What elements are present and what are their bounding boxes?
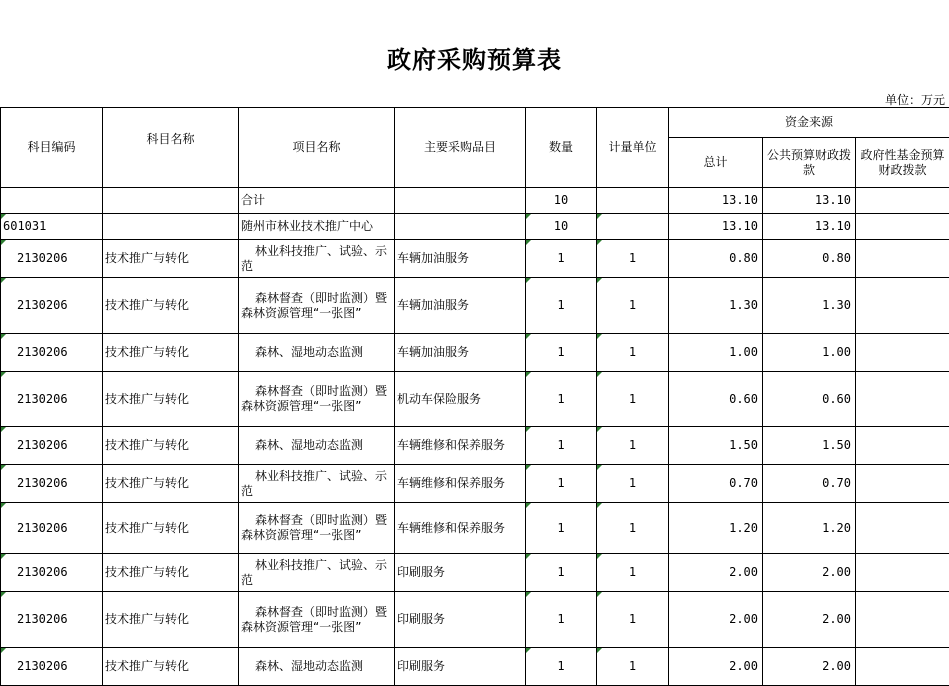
row-main-item: 车辆加油服务 xyxy=(395,278,526,334)
row-quantity: 1 xyxy=(526,592,597,648)
table-row xyxy=(1,334,949,372)
row-subject-name: 技术推广与转化 xyxy=(103,278,239,334)
row-project-name xyxy=(239,278,395,334)
row-unit: 1 xyxy=(597,334,669,372)
row-public-budget: 1.30 xyxy=(763,278,856,334)
row-gov-fund xyxy=(856,240,949,278)
row-subject-code: 2130206 xyxy=(1,648,103,686)
project-name-text: 林业科技推广、试验、示范 xyxy=(241,558,392,588)
row-unit: 1 xyxy=(597,372,669,427)
row-subject-name: 技术推广与转化 xyxy=(103,554,239,592)
row-main-item: 机动车保险服务 xyxy=(395,372,526,427)
row-main-item: 车辆维修和保养服务 xyxy=(395,427,526,465)
row-quantity: 1 xyxy=(526,240,597,278)
row-subject-code: 2130206 xyxy=(1,427,103,465)
row-quantity: 1 xyxy=(526,427,597,465)
org-total: 13.10 xyxy=(669,214,763,240)
table-row xyxy=(1,592,949,648)
row-public-budget: 0.80 xyxy=(763,240,856,278)
row-gov-fund xyxy=(856,427,949,465)
summary-total: 13.10 xyxy=(669,188,763,214)
row-unit: 1 xyxy=(597,240,669,278)
table-row xyxy=(1,648,949,686)
table-row xyxy=(1,240,949,278)
row-total: 2.00 xyxy=(669,648,763,686)
row-quantity: 1 xyxy=(526,278,597,334)
row-project-name xyxy=(239,554,395,592)
row-total: 1.30 xyxy=(669,278,763,334)
row-gov-fund xyxy=(856,334,949,372)
summary-row xyxy=(1,188,949,214)
row-gov-fund xyxy=(856,372,949,427)
project-name-text: 林业科技推广、试验、示范 xyxy=(241,244,392,274)
summary-public-budget: 13.10 xyxy=(763,188,856,214)
row-gov-fund xyxy=(856,465,949,503)
row-public-budget: 2.00 xyxy=(763,554,856,592)
row-project-name xyxy=(239,372,395,427)
header-gov-fund: 政府性基金预算财政拨款 xyxy=(856,138,949,188)
row-gov-fund xyxy=(856,278,949,334)
row-quantity: 1 xyxy=(526,465,597,503)
row-main-item: 车辆维修和保养服务 xyxy=(395,465,526,503)
row-subject-code: 2130206 xyxy=(1,465,103,503)
row-gov-fund xyxy=(856,592,949,648)
summary-item-cell xyxy=(395,188,526,214)
row-subject-name: 技术推广与转化 xyxy=(103,592,239,648)
row-quantity: 1 xyxy=(526,554,597,592)
row-subject-name: 技术推广与转化 xyxy=(103,372,239,427)
unit-label: 单位：万元 xyxy=(885,91,945,108)
row-project-name xyxy=(239,427,395,465)
row-quantity: 1 xyxy=(526,648,597,686)
project-name-text: 森林、湿地动态监测 xyxy=(241,345,392,360)
row-subject-code: 2130206 xyxy=(1,372,103,427)
row-project-name xyxy=(239,240,395,278)
org-unit-cell xyxy=(597,214,669,240)
row-public-budget: 1.50 xyxy=(763,427,856,465)
table-row xyxy=(1,372,949,427)
budget-table xyxy=(0,107,949,686)
row-main-item: 车辆加油服务 xyxy=(395,240,526,278)
header-subject-code: 科目编码 xyxy=(1,108,103,188)
header-quantity: 数量 xyxy=(526,108,597,188)
row-unit: 1 xyxy=(597,592,669,648)
row-unit: 1 xyxy=(597,278,669,334)
project-name-text: 森林督查（即时监测）暨森林资源管理“一张图” xyxy=(241,384,392,414)
project-name-text: 森林督查（即时监测）暨森林资源管理“一张图” xyxy=(241,513,392,543)
summary-label: 合计 xyxy=(239,188,395,214)
org-code: 601031 xyxy=(1,214,103,240)
page-title: 政府采购预算表 xyxy=(0,40,949,75)
row-unit: 1 xyxy=(597,554,669,592)
row-total: 0.60 xyxy=(669,372,763,427)
row-quantity: 1 xyxy=(526,372,597,427)
org-item-cell xyxy=(395,214,526,240)
row-public-budget: 1.00 xyxy=(763,334,856,372)
header-main-items: 主要采购品目 xyxy=(395,108,526,188)
row-main-item: 印刷服务 xyxy=(395,554,526,592)
table-row xyxy=(1,503,949,554)
org-gov-fund xyxy=(856,214,949,240)
row-subject-name: 技术推广与转化 xyxy=(103,427,239,465)
row-project-name xyxy=(239,465,395,503)
header-public-budget: 公共预算财政拨款 xyxy=(763,138,856,188)
row-subject-code: 2130206 xyxy=(1,240,103,278)
row-subject-name: 技术推广与转化 xyxy=(103,503,239,554)
row-subject-code: 2130206 xyxy=(1,554,103,592)
project-name-text: 森林督查（即时监测）暨森林资源管理“一张图” xyxy=(241,605,392,635)
row-quantity: 1 xyxy=(526,503,597,554)
row-main-item: 印刷服务 xyxy=(395,648,526,686)
row-total: 2.00 xyxy=(669,554,763,592)
project-name-text: 森林、湿地动态监测 xyxy=(241,659,392,674)
row-subject-name: 技术推广与转化 xyxy=(103,648,239,686)
row-main-item: 车辆维修和保养服务 xyxy=(395,503,526,554)
row-total: 1.50 xyxy=(669,427,763,465)
header-total: 总计 xyxy=(669,138,763,188)
row-public-budget: 0.60 xyxy=(763,372,856,427)
summary-unit-cell xyxy=(597,188,669,214)
table-body xyxy=(1,108,949,686)
row-project-name xyxy=(239,503,395,554)
row-gov-fund xyxy=(856,554,949,592)
row-total: 1.20 xyxy=(669,503,763,554)
header-fund-source: 资金来源 xyxy=(669,108,949,138)
row-gov-fund xyxy=(856,503,949,554)
row-unit: 1 xyxy=(597,427,669,465)
org-row xyxy=(1,214,949,240)
row-subject-code: 2130206 xyxy=(1,503,103,554)
row-subject-name: 技术推广与转化 xyxy=(103,334,239,372)
org-public-budget: 13.10 xyxy=(763,214,856,240)
org-name: 随州市林业技术推广中心 xyxy=(239,214,395,240)
row-total: 0.80 xyxy=(669,240,763,278)
header-unit-of-measure: 计量单位 xyxy=(597,108,669,188)
table-row xyxy=(1,554,949,592)
table-row xyxy=(1,278,949,334)
row-public-budget: 1.20 xyxy=(763,503,856,554)
summary-code-cell xyxy=(1,188,103,214)
header-project-name: 项目名称 xyxy=(239,108,395,188)
row-quantity: 1 xyxy=(526,334,597,372)
row-public-budget: 2.00 xyxy=(763,648,856,686)
summary-quantity: 10 xyxy=(526,188,597,214)
row-public-budget: 2.00 xyxy=(763,592,856,648)
row-total: 2.00 xyxy=(669,592,763,648)
row-total: 1.00 xyxy=(669,334,763,372)
row-main-item: 车辆加油服务 xyxy=(395,334,526,372)
project-name-text: 森林督查（即时监测）暨森林资源管理“一张图” xyxy=(241,291,392,321)
row-unit: 1 xyxy=(597,465,669,503)
row-subject-name: 技术推广与转化 xyxy=(103,240,239,278)
table-row xyxy=(1,427,949,465)
project-name-text: 林业科技推广、试验、示范 xyxy=(241,469,392,499)
row-project-name xyxy=(239,592,395,648)
row-subject-name: 技术推广与转化 xyxy=(103,465,239,503)
org-quantity: 10 xyxy=(526,214,597,240)
row-subject-code: 2130206 xyxy=(1,334,103,372)
header-subject-name: 科目名称 xyxy=(103,108,239,188)
project-name-text: 森林、湿地动态监测 xyxy=(241,438,392,453)
row-gov-fund xyxy=(856,648,949,686)
row-unit: 1 xyxy=(597,503,669,554)
row-project-name xyxy=(239,334,395,372)
org-subject-cell xyxy=(103,214,239,240)
row-subject-code: 2130206 xyxy=(1,592,103,648)
row-public-budget: 0.70 xyxy=(763,465,856,503)
row-unit: 1 xyxy=(597,648,669,686)
row-project-name xyxy=(239,648,395,686)
table-row xyxy=(1,465,949,503)
row-subject-code: 2130206 xyxy=(1,278,103,334)
row-total: 0.70 xyxy=(669,465,763,503)
row-main-item: 印刷服务 xyxy=(395,592,526,648)
summary-subject-cell xyxy=(103,188,239,214)
summary-gov-fund xyxy=(856,188,949,214)
